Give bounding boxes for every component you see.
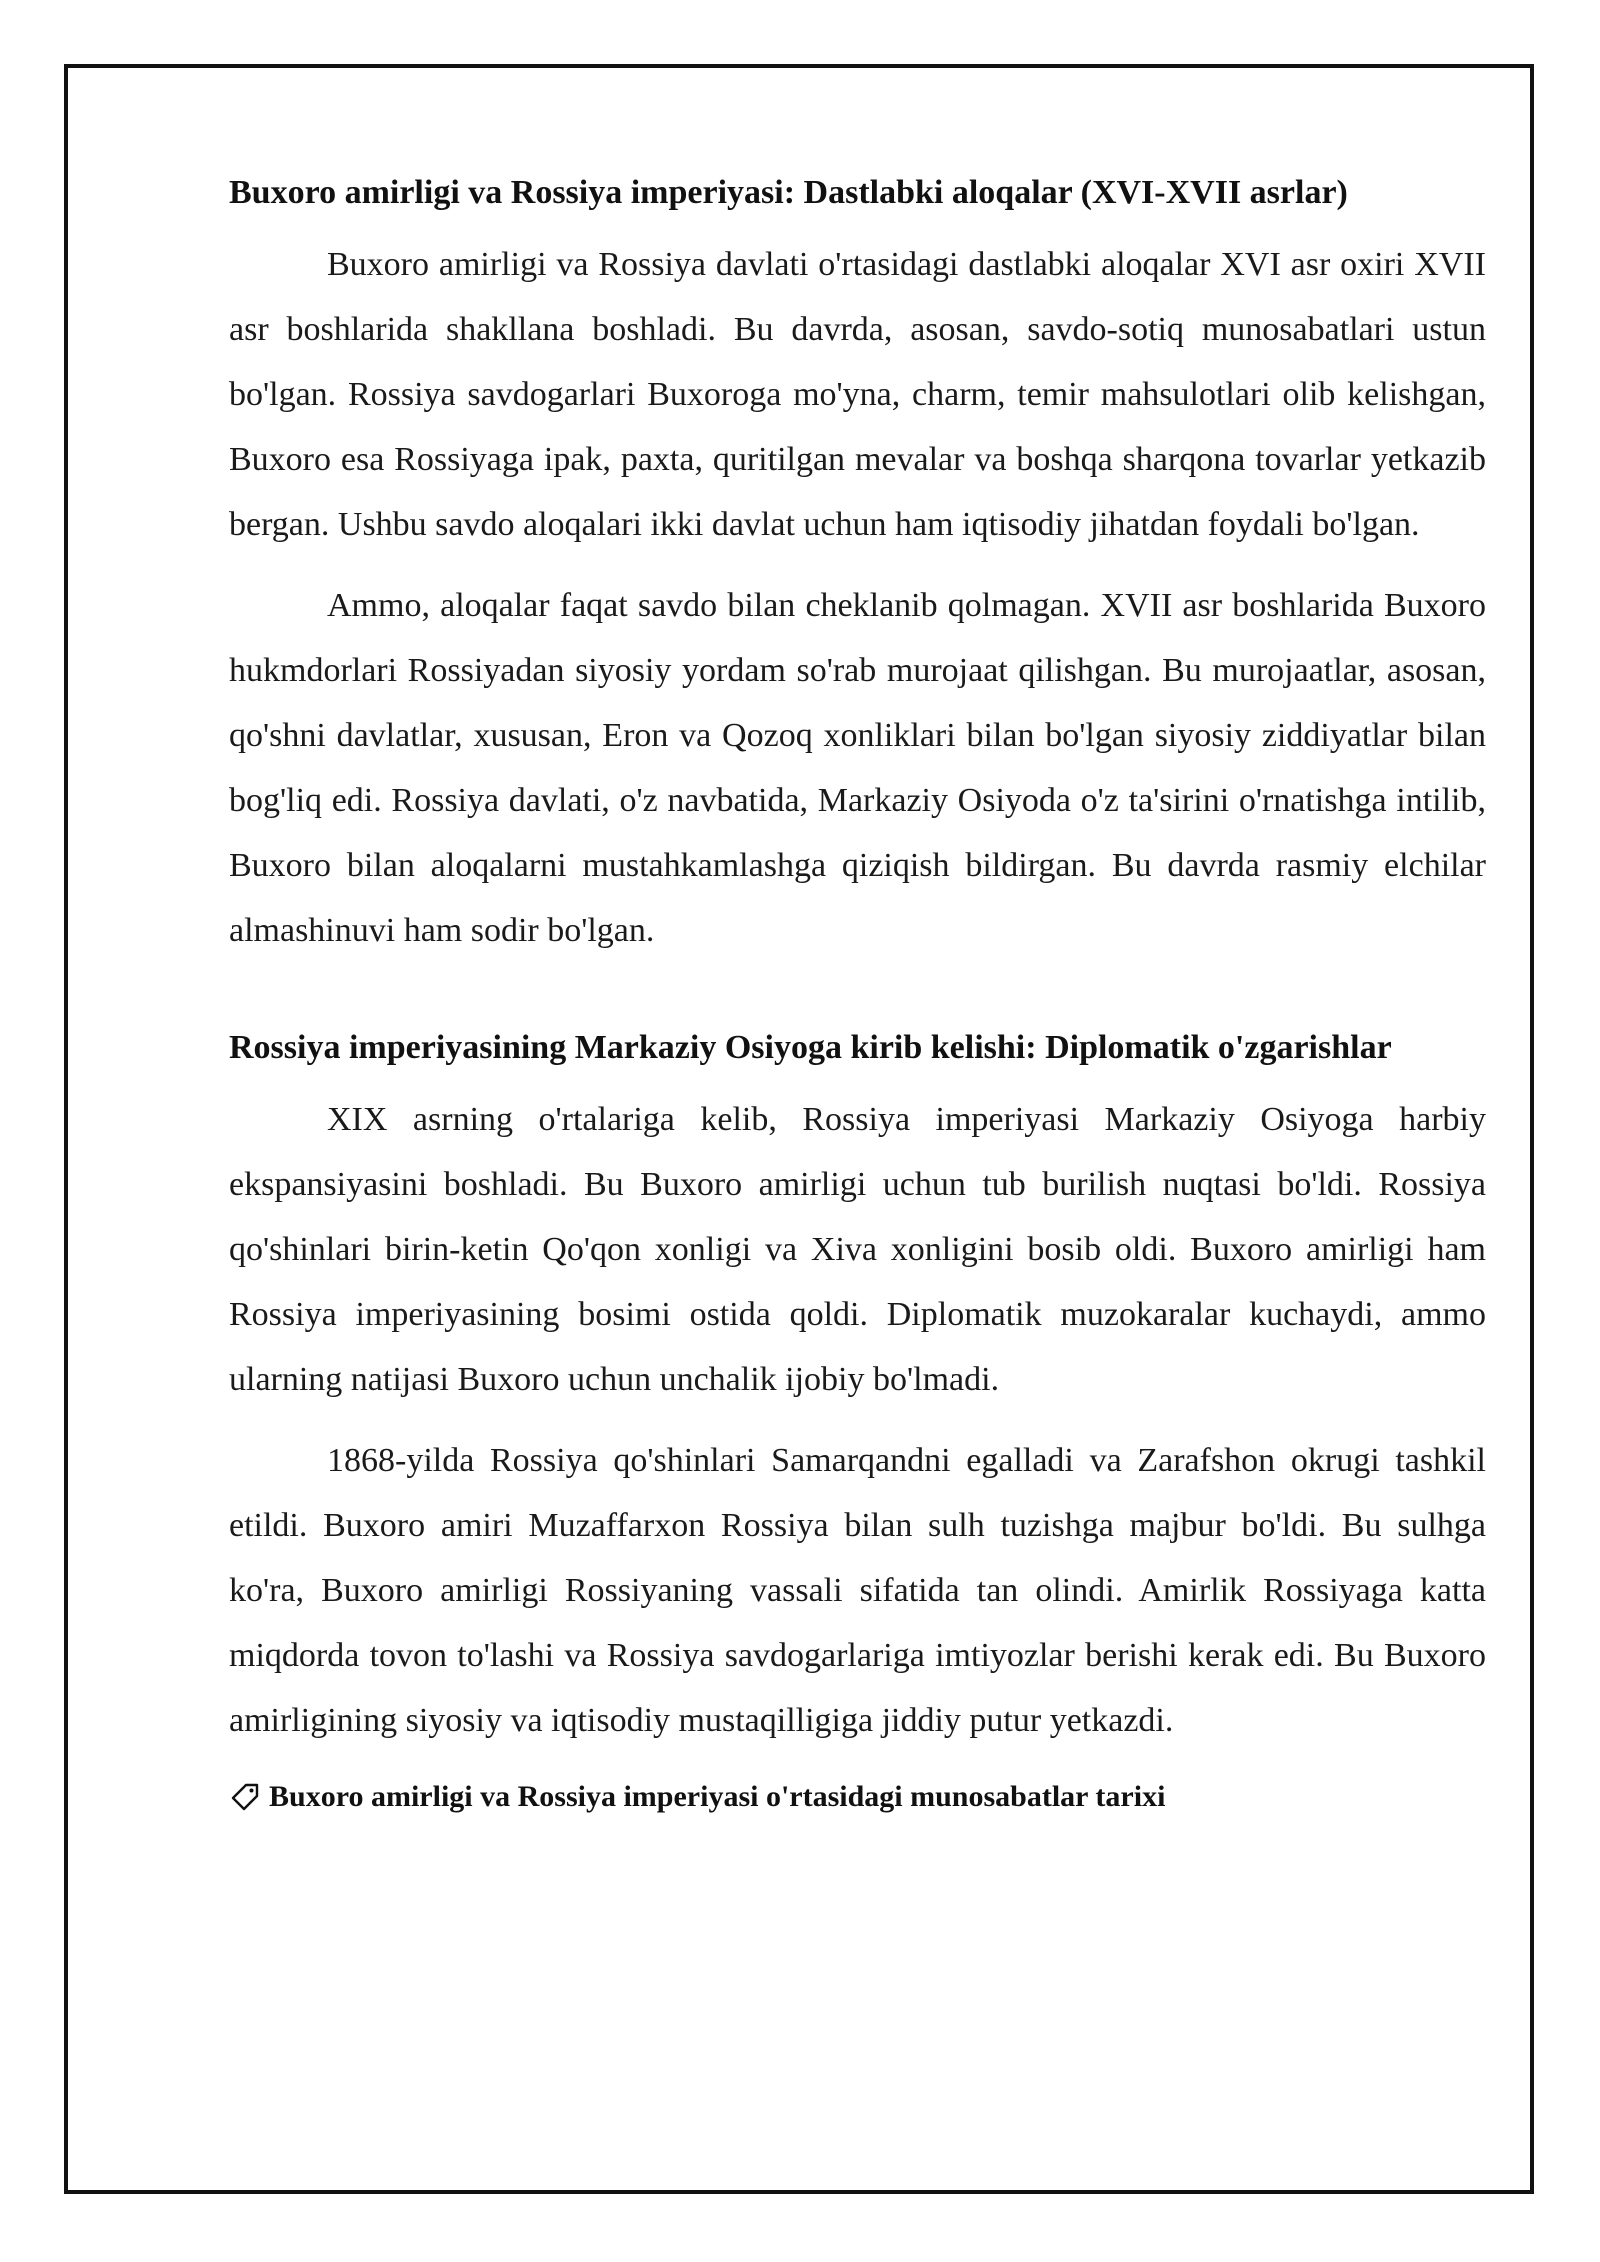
section-heading-russian-expansion: Rossiya imperiyasining Markaziy Osiyoga kirib kelishi: Diplomatik o'zgarishlar bbox=[229, 1029, 1392, 1066]
document-caption bbox=[229, 1775, 1486, 1819]
paragraph-military-expansion: XIX asrning o'rtalariga kelib, Rossiya imperiyasi Markaziy Osiyoga harbiy ekspansiyasini boshladi. Bu Buxoro amirligi uchun tub burilish nuqtasi bo'ldi. Rossiya qo'shinlari birin-ketin Qo'qon xonligi va Xiva xonligini bosib oldi. Buxoro amirligi ham Rossiya imperiyasining bosimi ostida qoldi. Diplomatik muzokaralar kuchaydi, ammo ularning natijasi Buxoro uchun unchalik ijobiy bo'lmadi. bbox=[229, 1101, 1486, 1398]
caption-text: Buxoro amirligi va Rossiya imperiyasi o'rtasidagi munosabatlar tarixi bbox=[269, 1780, 1166, 1813]
paragraph-trade-relations: Buxoro amirligi va Rossiya davlati o'rtasidagi dastlabki aloqalar XVI asr oxiri XVII asr boshlarida shakllana boshladi. Bu davrda, asosan, savdo-sotiq munosabatlari ustun bo'lgan. Rossiya savdogarlari Buxoroga mo'yna, charm, temir mahsulotlari olib kelishgan, Buxoro esa Rossiyaga ipak, paxta, quritilgan mevalar va boshqa sharqona tovarlar yetkazib bergan. Ushbu savdo aloqalari ikki davlat uchun ham iqtisodiy jihatdan foydali bo'lgan. bbox=[229, 246, 1486, 543]
tag-icon bbox=[229, 1781, 261, 1813]
document-body bbox=[229, 168, 1486, 1819]
paragraph-political-relations: Ammo, aloqalar faqat savdo bilan cheklanib qolmagan. XVII asr boshlarida Buxoro hukmdorlari Rossiyadan siyosiy yordam so'rab murojaat qilishgan. Bu murojaatlar, asosan, qo'shni davlatlar, xususan, Eron va Qozoq xonliklari bilan bo'lgan siyosiy ziddiyatlar bilan bog'liq edi. Rossiya davlati, o'z navbatida, Markaziy Osiyoda o'z ta'sirini o'rnatishga intilib, Buxoro bilan aloqalarni mustahkamlashga qiziqish bildirgan. Bu davrda rasmiy elchilar almashinuvi ham sodir bo'lgan. bbox=[229, 587, 1486, 949]
section-heading-early-relations: Buxoro amirligi va Rossiya imperiyasi: Dastlabki aloqalar (XVI-XVII asrlar) bbox=[229, 174, 1348, 211]
paragraph-peace-treaty-1868: 1868-yilda Rossiya qo'shinlari Samarqandni egalladi va Zarafshon okrugi tashkil etildi. Buxoro amiri Muzaffarxon Rossiya bilan sulh tuzishga majbur bo'ldi. Bu sulhga ko'ra, Buxoro amirligi Rossiyaning vassali sifatida tan olindi. Amirlik Rossiyaga katta miqdorda tovon to'lashi va Rossiya savdogarlariga imtiyozlar berishi kerak edi. Bu Buxoro amirligining siyosiy va iqtisodiy mustaqilligiga jiddiy putur yetkazdi. bbox=[229, 1442, 1486, 1739]
